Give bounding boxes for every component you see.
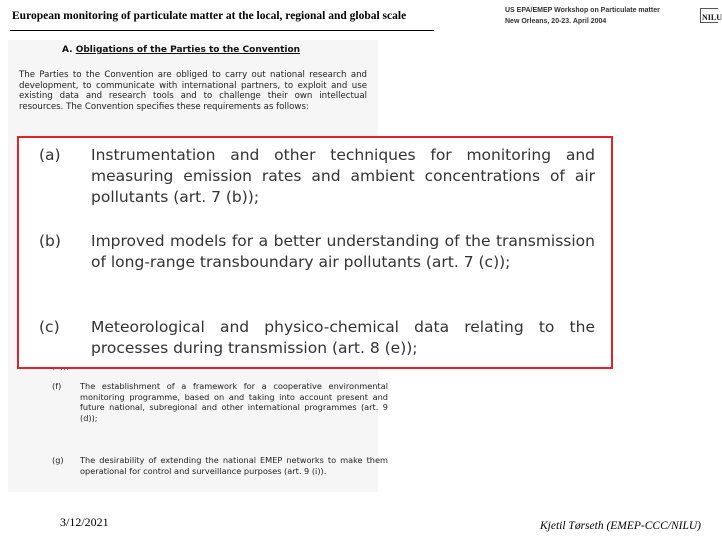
list-item-label: (g) [52, 455, 64, 465]
section-heading [62, 45, 300, 55]
footer-author: Kjetil Tørseth (EMEP-CCC/NILU) [540, 520, 701, 532]
slide-title: European monitoring of particulate matter at the local, regional and global scale [12, 10, 407, 22]
title-underline [10, 30, 434, 31]
section-heading-title: Obligations of the Parties to the Convention [75, 45, 301, 55]
logo-text: NILU [702, 13, 722, 22]
workshop-name: US EPA/EMEP Workshop on Particulate matter [505, 7, 660, 14]
highlighted-item-text: Instrumentation and other techniques for monitoring and measuring emission rates and ambient concentrations of air pollutants (art. 7 (b)); [91, 146, 595, 206]
highlighted-item-text: Improved models for a better understanding of the transmission of long-range transboundary air pollutants (art. 7 (c)); [91, 232, 595, 271]
footer-date: 3/12/2021 [60, 515, 109, 529]
highlighted-item-label: (b) [39, 232, 61, 250]
workshop-info [505, 5, 660, 27]
highlighted-item-text: Meteorological and physico-chemical data relating to the processes during transmission (art. 8 (e)); [91, 318, 595, 357]
list-item-text: The desirability of extending the national EMEP networks to make them operational for control and surveillance purposes (art. 9 (i)). [80, 455, 388, 476]
section-heading-prefix: A. [62, 45, 76, 55]
highlighted-item-label: (c) [39, 318, 60, 336]
nilu-logo [700, 8, 720, 24]
workshop-location-date: New Orleans, 20-23. April 2004 [505, 18, 607, 25]
list-item-label: (f) [52, 381, 62, 391]
intro-paragraph: The Parties to the Convention are obliged to carry out national research and development, to communicate with international partners, to exploit and use existing data and research tools and to challenge their own intellectual resources. The Convention specifies these requirements as follows: [19, 70, 367, 112]
list-item-text: The establishment of a framework for a cooperative environmental monitoring programme, based on and taking into account present and future national, subregional and other international programmes (art. 9 (d)); [80, 381, 388, 423]
highlighted-requirements-box [17, 136, 613, 369]
highlighted-item-label: (a) [39, 146, 61, 164]
